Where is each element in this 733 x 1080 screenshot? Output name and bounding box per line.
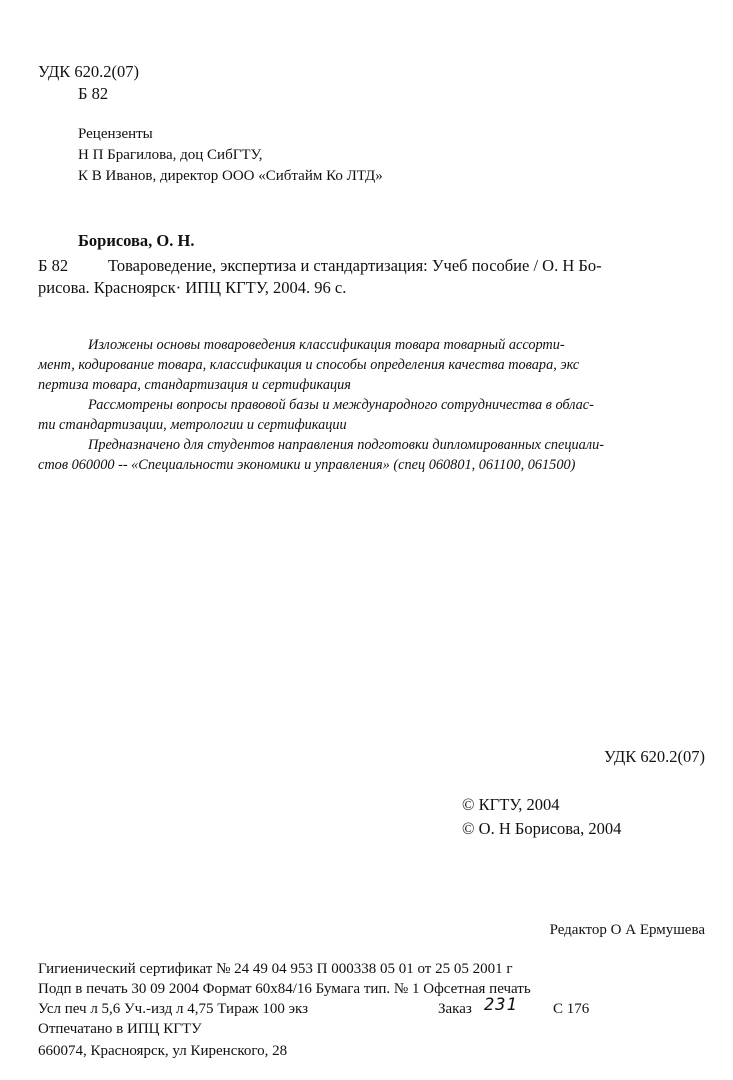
abstract-line-6: Предназначено для студентов направления подготовки дипломированных специали-	[88, 437, 604, 453]
copyright-author: © О. Н Борисова, 2004	[462, 819, 622, 838]
imprint-line-5: 660074, Красноярск, ул Киренского, 28	[38, 1043, 288, 1059]
bib-line-2: рисова. Красноярск· ИПЦ КГТУ, 2004. 96 с.	[38, 278, 347, 297]
reviewer-1: Н П Брагилова, доц СибГТУ,	[78, 147, 263, 163]
print-specs: Усл печ л 5,6 Уч.-изд л 4,75 Тираж 100 экз	[38, 1001, 309, 1017]
udk-right: УДК 620.2(07)	[603, 747, 705, 766]
udk-index: Б 82	[78, 84, 109, 103]
abstract-line-3: пертиза товара, стандартизация и сертификация	[38, 377, 351, 393]
copyright-kgtu: © КГТУ, 2004	[462, 795, 560, 814]
author-name: Борисова, О. Н.	[78, 231, 195, 250]
abstract-line-5: ти стандартизации, метрологии и сертификации	[38, 417, 347, 433]
abstract-line-7: стов 060000 -- «Специальности экономики и управления» (спец 060801, 061100, 061500)	[38, 457, 576, 473]
abstract-line-1: Изложены основы товароведения классификация товара товарный ассорти-	[88, 337, 565, 353]
imprint-line-1: Гигиенический сертификат № 24 49 04 953 П 000338 05 01 от 25 05 2001 г	[38, 961, 513, 977]
bib-line-1: Товароведение, экспертиза и стандартизация: Учеб пособие / О. Н Бо-	[108, 256, 602, 275]
udk-code: УДК 620.2(07)	[38, 62, 140, 81]
imprint-line-3	[38, 995, 590, 1019]
reviewer-2: К В Иванов, директор ООО «Сибтайм Ко ЛТД»	[78, 168, 383, 184]
order-label: Заказ	[438, 1001, 472, 1017]
order-number: 231	[484, 995, 518, 1015]
bib-index: Б 82	[38, 256, 69, 275]
editor-line: Редактор О А Ермушева	[549, 922, 705, 938]
abstract-line-4: Рассмотрены вопросы правовой базы и международного сотрудничества в облас-	[88, 397, 594, 413]
abstract-line-2: мент, кодирование товара, классификация и способы определения качества товара, экс	[38, 357, 580, 373]
order-code: С 176	[553, 1001, 590, 1017]
reviewers-heading: Рецензенты	[78, 126, 153, 142]
imprint-line-2: Подп в печать 30 09 2004 Формат 60x84/16 Бумага тип. № 1 Офсетная печать	[38, 981, 531, 997]
imprint-line-4: Отпечатано в ИПЦ КГТУ	[38, 1021, 202, 1037]
